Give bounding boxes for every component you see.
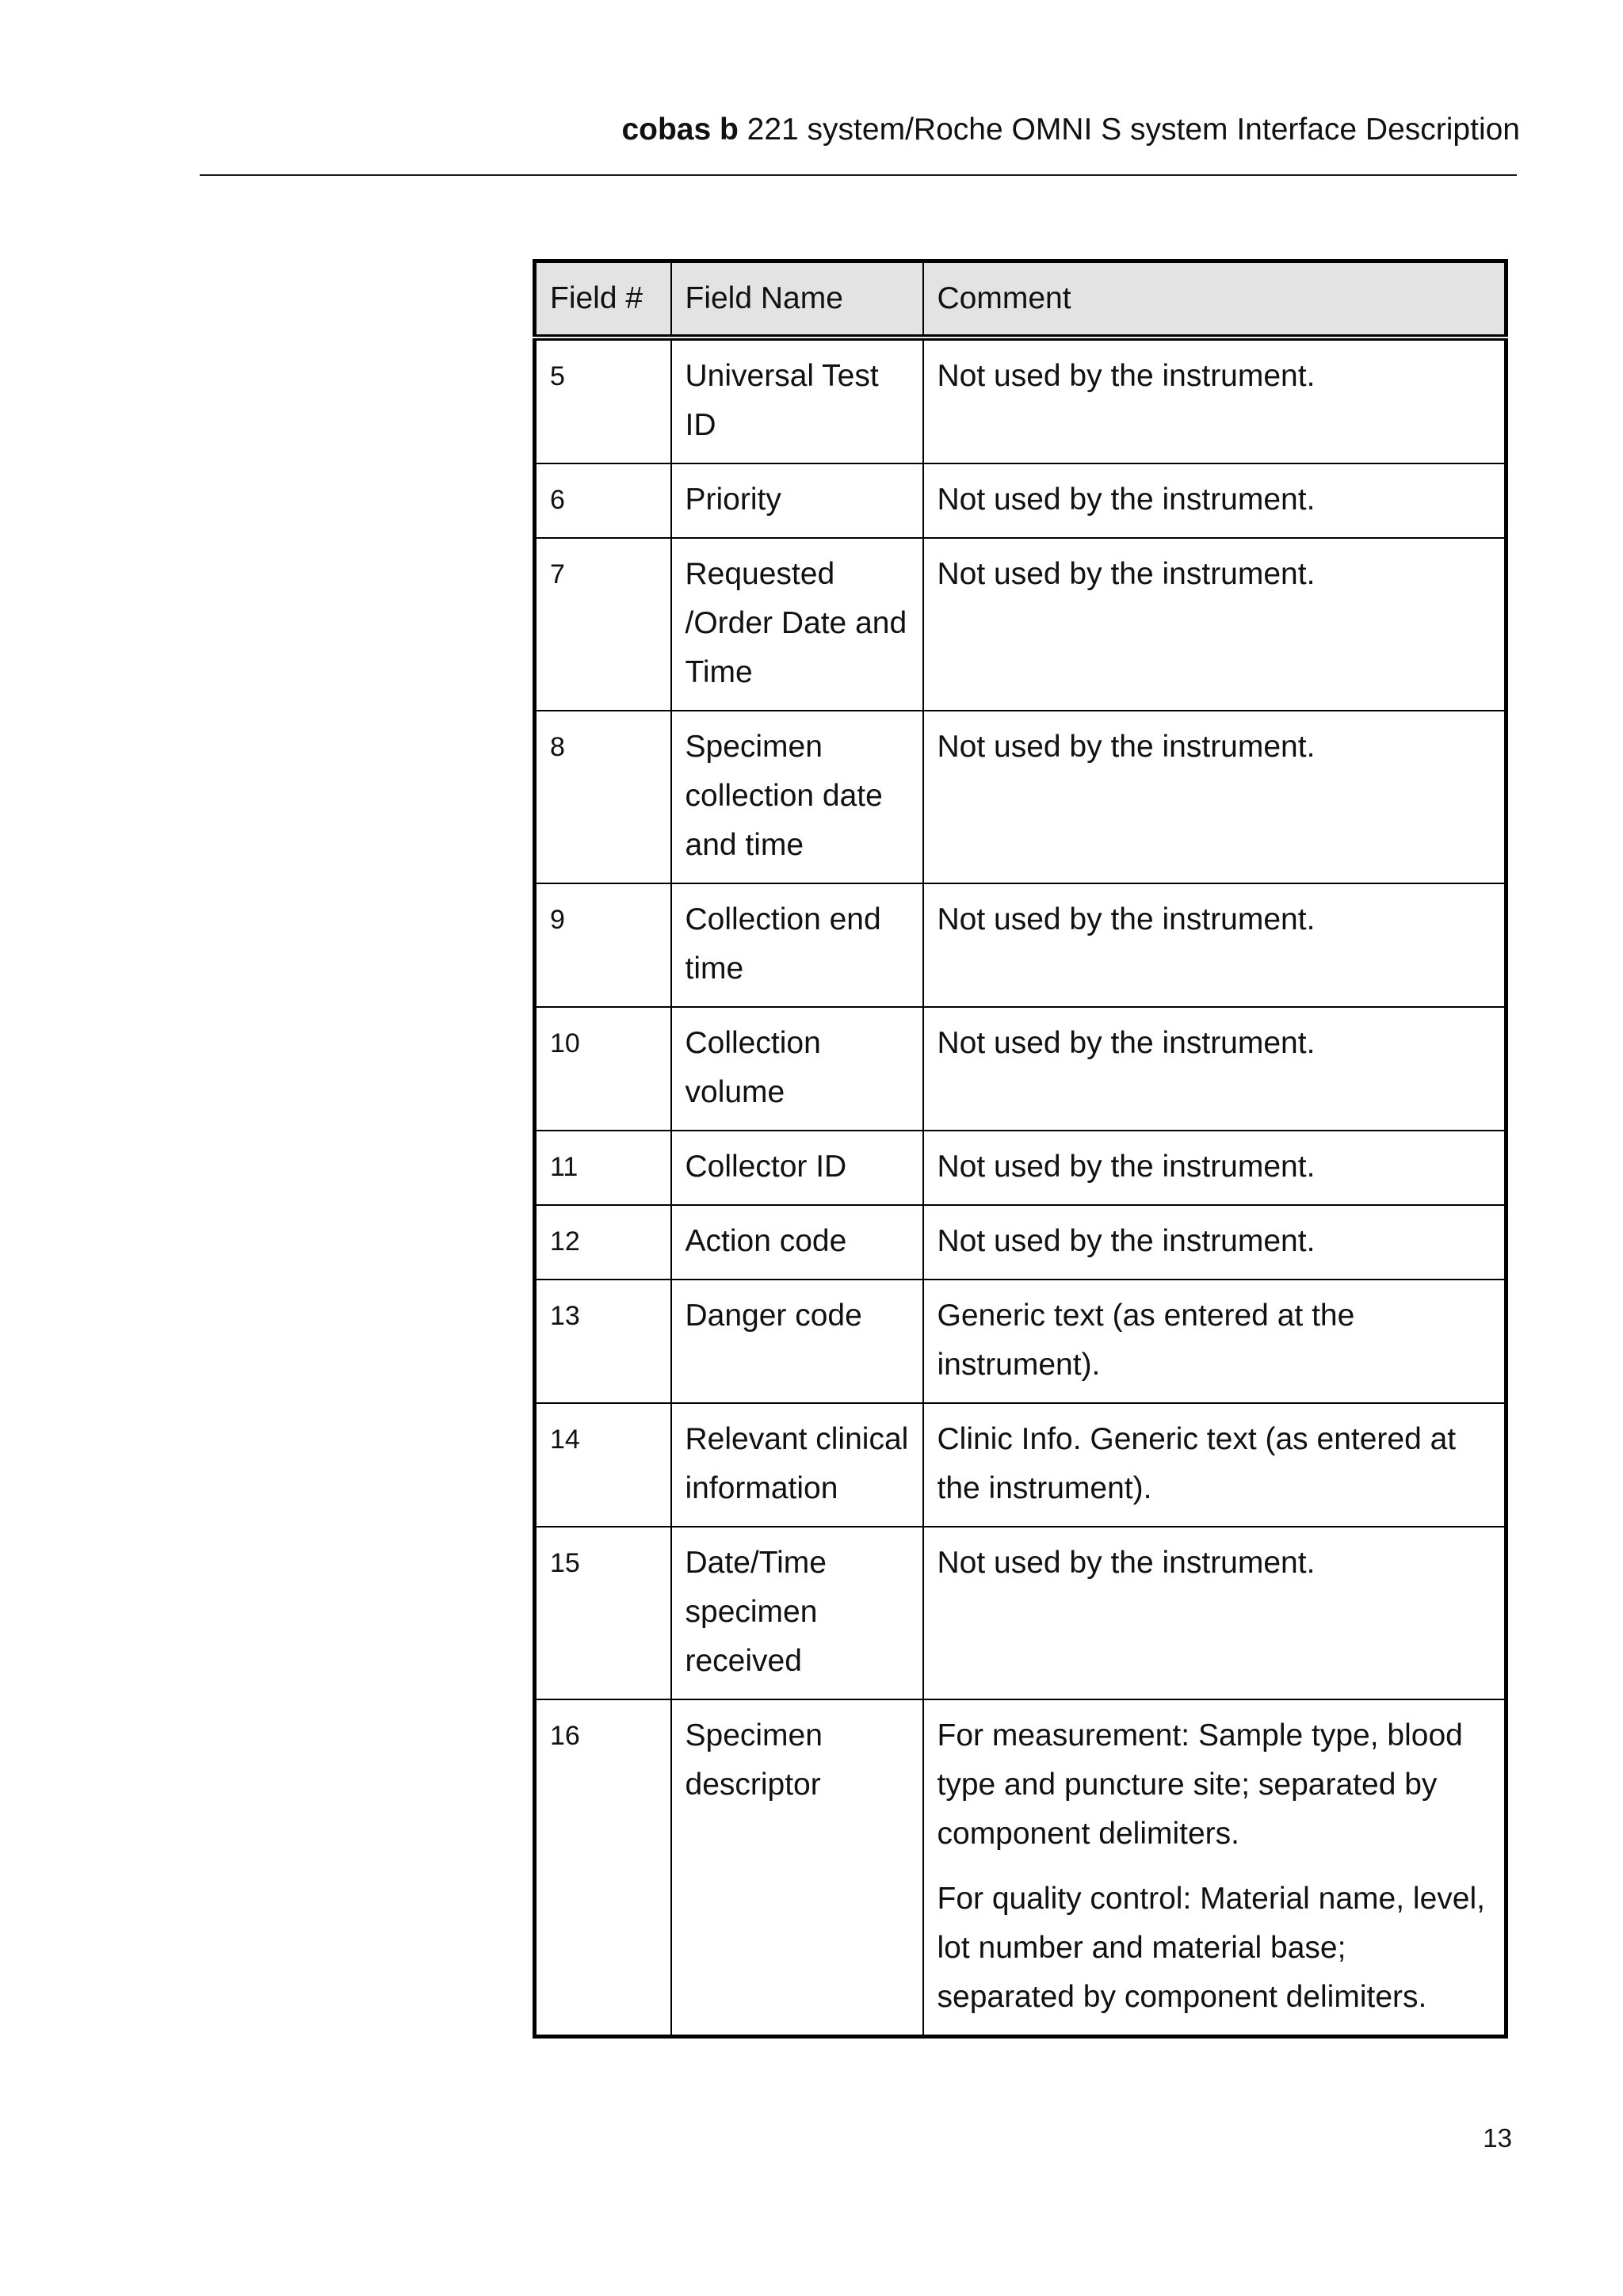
comment-paragraph: Not used by the instrument.	[937, 1150, 1316, 1184]
comment-cell	[923, 1280, 1507, 1403]
field-specification-table	[533, 259, 1508, 2039]
header-divider	[200, 174, 1517, 176]
field-number-cell: 7	[535, 538, 671, 711]
field-number-cell: 16	[535, 1699, 671, 2037]
page-number: 13	[1483, 2123, 1512, 2153]
table-row	[535, 1280, 1507, 1403]
comment-cell	[923, 1527, 1507, 1699]
table-row	[535, 1007, 1507, 1131]
table-body	[535, 338, 1507, 2037]
field-name-cell: Collection end time	[671, 883, 923, 1007]
page-header	[621, 106, 1520, 154]
table-row	[535, 1403, 1507, 1527]
table-row	[535, 1131, 1507, 1205]
field-name-cell: Date/Time specimen received	[671, 1527, 923, 1699]
field-name-cell: Priority	[671, 463, 923, 538]
column-header-field-name: Field Name	[671, 261, 923, 338]
field-number-cell: 9	[535, 883, 671, 1007]
field-number-cell: 5	[535, 338, 671, 463]
table-row	[535, 463, 1507, 538]
field-name-cell: Relevant clinical information	[671, 1403, 923, 1527]
comment-cell	[923, 538, 1507, 711]
table-header-row	[535, 261, 1507, 338]
field-name-cell: Danger code	[671, 1280, 923, 1403]
table-row	[535, 711, 1507, 883]
comment-cell	[923, 338, 1507, 463]
field-number-cell: 6	[535, 463, 671, 538]
comment-cell	[923, 1007, 1507, 1131]
field-name-cell: Collection volume	[671, 1007, 923, 1131]
comment-cell	[923, 1699, 1507, 2037]
field-number-cell: 12	[535, 1205, 671, 1280]
comment-cell	[923, 1403, 1507, 1527]
table-row	[535, 1699, 1507, 2037]
comment-paragraph: For measurement: Sample type, blood type and puncture site; separated by component delimiters.	[937, 1718, 1463, 1851]
header-document-title: 221 system/Roche OMNI S system Interface Description	[747, 113, 1520, 147]
field-name-cell: Requested /Order Date and Time	[671, 538, 923, 711]
field-number-cell: 11	[535, 1131, 671, 1205]
field-name-cell: Specimen collection date and time	[671, 711, 923, 883]
comment-paragraph: For quality control: Material name, level, lot number and material base; separated by component delimiters.	[937, 1882, 1485, 2014]
comment-paragraph: Not used by the instrument.	[937, 730, 1316, 764]
comment-cell	[923, 1205, 1507, 1280]
comment-cell	[923, 711, 1507, 883]
column-header-comment: Comment	[923, 261, 1507, 338]
comment-paragraph: Not used by the instrument.	[937, 359, 1316, 393]
comment-cell	[923, 883, 1507, 1007]
comment-cell	[923, 1131, 1507, 1205]
comment-paragraph: Generic text (as entered at the instrument).	[937, 1299, 1355, 1382]
table-row	[535, 538, 1507, 711]
field-name-cell: Action code	[671, 1205, 923, 1280]
field-number-cell: 14	[535, 1403, 671, 1527]
table-row	[535, 338, 1507, 463]
table-row	[535, 1205, 1507, 1280]
field-number-cell: 13	[535, 1280, 671, 1403]
comment-paragraph: Not used by the instrument.	[937, 1224, 1316, 1258]
header-product-name: cobas b	[621, 113, 739, 147]
field-name-cell: Specimen descriptor	[671, 1699, 923, 2037]
comment-paragraph: Not used by the instrument.	[937, 1546, 1316, 1580]
table-row	[535, 883, 1507, 1007]
comment-paragraph: Not used by the instrument.	[937, 557, 1316, 591]
comment-paragraph: Not used by the instrument.	[937, 1026, 1316, 1060]
field-name-cell: Collector ID	[671, 1131, 923, 1205]
field-number-cell: 10	[535, 1007, 671, 1131]
table-row	[535, 1527, 1507, 1699]
comment-cell	[923, 463, 1507, 538]
comment-paragraph: Clinic Info. Generic text (as entered at the instrument).	[937, 1422, 1457, 1505]
field-number-cell: 15	[535, 1527, 671, 1699]
column-header-field-number: Field #	[535, 261, 671, 338]
comment-paragraph: Not used by the instrument.	[937, 902, 1316, 936]
comment-paragraph: Not used by the instrument.	[937, 482, 1316, 517]
field-number-cell: 8	[535, 711, 671, 883]
field-name-cell: Universal Test ID	[671, 338, 923, 463]
